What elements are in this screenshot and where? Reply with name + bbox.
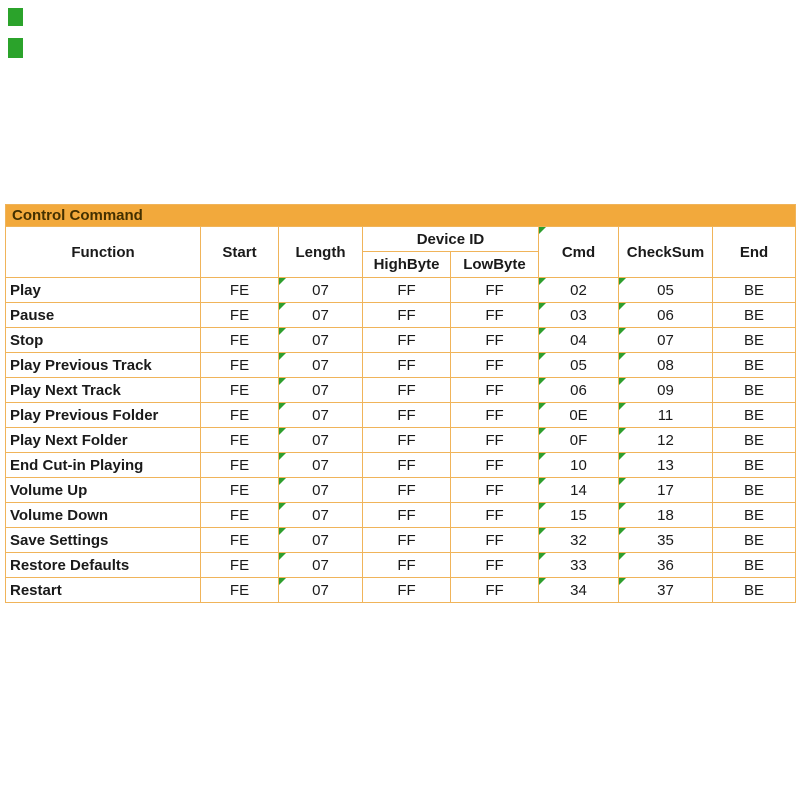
- checksum-cell: 36: [619, 553, 713, 578]
- green-square-marker: [8, 38, 23, 58]
- end-cell: BE: [713, 478, 796, 503]
- stored-as-text-marker-icon: [539, 353, 546, 360]
- stored-as-text-marker-icon: [539, 227, 546, 234]
- cmd-cell: 0F: [539, 428, 619, 453]
- header-start: Start: [201, 227, 279, 278]
- start-cell: FE: [201, 278, 279, 303]
- table-row: [6, 403, 796, 428]
- length-cell: 07: [279, 553, 363, 578]
- length-cell: 07: [279, 428, 363, 453]
- stored-as-text-marker-icon: [619, 503, 626, 510]
- green-square-marker: [8, 8, 23, 26]
- table-row: [6, 303, 796, 328]
- end-cell: BE: [713, 303, 796, 328]
- function-cell: Play: [6, 278, 201, 303]
- cmd-cell: 10: [539, 453, 619, 478]
- table-title-row: [6, 205, 796, 227]
- header-highbyte: HighByte: [363, 252, 451, 278]
- length-cell: 07: [279, 403, 363, 428]
- lowbyte-cell: FF: [451, 503, 539, 528]
- stored-as-text-marker-icon: [539, 328, 546, 335]
- length-cell: 07: [279, 503, 363, 528]
- stored-as-text-marker-icon: [619, 428, 626, 435]
- stored-as-text-marker-icon: [279, 478, 286, 485]
- checksum-cell: 05: [619, 278, 713, 303]
- length-cell: 07: [279, 378, 363, 403]
- stored-as-text-marker-icon: [619, 353, 626, 360]
- highbyte-cell: FF: [363, 278, 451, 303]
- end-cell: BE: [713, 528, 796, 553]
- highbyte-cell: FF: [363, 528, 451, 553]
- cmd-cell: 06: [539, 378, 619, 403]
- header-function: Function: [6, 227, 201, 278]
- header-length: Length: [279, 227, 363, 278]
- stored-as-text-marker-icon: [279, 403, 286, 410]
- lowbyte-cell: FF: [451, 578, 539, 603]
- stored-as-text-marker-icon: [619, 303, 626, 310]
- highbyte-cell: FF: [363, 303, 451, 328]
- lowbyte-cell: FF: [451, 553, 539, 578]
- end-cell: BE: [713, 428, 796, 453]
- stored-as-text-marker-icon: [539, 453, 546, 460]
- stored-as-text-marker-icon: [279, 278, 286, 285]
- length-cell: 07: [279, 353, 363, 378]
- stored-as-text-marker-icon: [539, 478, 546, 485]
- checksum-cell: 11: [619, 403, 713, 428]
- stored-as-text-marker-icon: [539, 578, 546, 585]
- stored-as-text-marker-icon: [539, 503, 546, 510]
- lowbyte-cell: FF: [451, 303, 539, 328]
- lowbyte-cell: FF: [451, 328, 539, 353]
- stored-as-text-marker-icon: [279, 428, 286, 435]
- table-row: [6, 453, 796, 478]
- start-cell: FE: [201, 578, 279, 603]
- cmd-cell: 32: [539, 528, 619, 553]
- function-cell: Restart: [6, 578, 201, 603]
- table-row: [6, 503, 796, 528]
- lowbyte-cell: FF: [451, 528, 539, 553]
- checksum-cell: 18: [619, 503, 713, 528]
- table-row: [6, 428, 796, 453]
- stored-as-text-marker-icon: [279, 378, 286, 385]
- highbyte-cell: FF: [363, 328, 451, 353]
- lowbyte-cell: FF: [451, 478, 539, 503]
- cmd-cell: 15: [539, 503, 619, 528]
- checksum-cell: 17: [619, 478, 713, 503]
- header-checksum: CheckSum: [619, 227, 713, 278]
- stored-as-text-marker-icon: [539, 303, 546, 310]
- end-cell: BE: [713, 453, 796, 478]
- stored-as-text-marker-icon: [619, 378, 626, 385]
- stored-as-text-marker-icon: [279, 353, 286, 360]
- end-cell: BE: [713, 328, 796, 353]
- stored-as-text-marker-icon: [619, 478, 626, 485]
- stored-as-text-marker-icon: [539, 278, 546, 285]
- stored-as-text-marker-icon: [619, 453, 626, 460]
- table-row: [6, 278, 796, 303]
- start-cell: FE: [201, 378, 279, 403]
- stored-as-text-marker-icon: [279, 328, 286, 335]
- table-row: [6, 353, 796, 378]
- lowbyte-cell: FF: [451, 353, 539, 378]
- header-cmd-label: Cmd: [561, 243, 596, 261]
- length-cell: 07: [279, 303, 363, 328]
- stored-as-text-marker-icon: [279, 528, 286, 535]
- highbyte-cell: FF: [363, 478, 451, 503]
- function-cell: Volume Up: [6, 478, 201, 503]
- stored-as-text-marker-icon: [619, 578, 626, 585]
- length-cell: 07: [279, 478, 363, 503]
- start-cell: FE: [201, 553, 279, 578]
- stored-as-text-marker-icon: [279, 503, 286, 510]
- end-cell: BE: [713, 503, 796, 528]
- stored-as-text-marker-icon: [539, 553, 546, 560]
- cmd-cell: 03: [539, 303, 619, 328]
- highbyte-cell: FF: [363, 503, 451, 528]
- end-cell: BE: [713, 403, 796, 428]
- end-cell: BE: [713, 578, 796, 603]
- checksum-cell: 12: [619, 428, 713, 453]
- stored-as-text-marker-icon: [539, 428, 546, 435]
- checksum-cell: 09: [619, 378, 713, 403]
- start-cell: FE: [201, 528, 279, 553]
- highbyte-cell: FF: [363, 428, 451, 453]
- header-cmd: [539, 227, 619, 278]
- length-cell: 07: [279, 278, 363, 303]
- start-cell: FE: [201, 353, 279, 378]
- table-row: [6, 378, 796, 403]
- table-row: [6, 328, 796, 353]
- cmd-cell: 0E: [539, 403, 619, 428]
- table-row: [6, 553, 796, 578]
- checksum-cell: 13: [619, 453, 713, 478]
- highbyte-cell: FF: [363, 403, 451, 428]
- length-cell: 07: [279, 528, 363, 553]
- table-body: [6, 278, 796, 603]
- function-cell: Restore Defaults: [6, 553, 201, 578]
- function-cell: Volume Down: [6, 503, 201, 528]
- start-cell: FE: [201, 403, 279, 428]
- stored-as-text-marker-icon: [619, 553, 626, 560]
- start-cell: FE: [201, 428, 279, 453]
- stored-as-text-marker-icon: [619, 528, 626, 535]
- table-row: [6, 578, 796, 603]
- stored-as-text-marker-icon: [539, 528, 546, 535]
- start-cell: FE: [201, 453, 279, 478]
- highbyte-cell: FF: [363, 578, 451, 603]
- start-cell: FE: [201, 478, 279, 503]
- function-cell: Play Next Folder: [6, 428, 201, 453]
- function-cell: Play Previous Track: [6, 353, 201, 378]
- cmd-cell: 14: [539, 478, 619, 503]
- highbyte-cell: FF: [363, 353, 451, 378]
- table-row: [6, 478, 796, 503]
- function-cell: Pause: [6, 303, 201, 328]
- stored-as-text-marker-icon: [279, 553, 286, 560]
- stored-as-text-marker-icon: [279, 453, 286, 460]
- lowbyte-cell: FF: [451, 278, 539, 303]
- length-cell: 07: [279, 453, 363, 478]
- stored-as-text-marker-icon: [539, 378, 546, 385]
- header-lowbyte: LowByte: [451, 252, 539, 278]
- header-device-id: Device ID: [363, 227, 539, 252]
- highbyte-cell: FF: [363, 378, 451, 403]
- checksum-cell: 37: [619, 578, 713, 603]
- function-cell: Play Next Track: [6, 378, 201, 403]
- cmd-cell: 02: [539, 278, 619, 303]
- highbyte-cell: FF: [363, 453, 451, 478]
- highbyte-cell: FF: [363, 553, 451, 578]
- lowbyte-cell: FF: [451, 428, 539, 453]
- length-cell: 07: [279, 578, 363, 603]
- table-row: [6, 528, 796, 553]
- header-end: End: [713, 227, 796, 278]
- stored-as-text-marker-icon: [539, 403, 546, 410]
- stored-as-text-marker-icon: [619, 328, 626, 335]
- cmd-cell: 34: [539, 578, 619, 603]
- function-cell: Stop: [6, 328, 201, 353]
- lowbyte-cell: FF: [451, 453, 539, 478]
- checksum-cell: 08: [619, 353, 713, 378]
- start-cell: FE: [201, 328, 279, 353]
- length-cell: 07: [279, 328, 363, 353]
- checksum-cell: 35: [619, 528, 713, 553]
- cmd-cell: 33: [539, 553, 619, 578]
- stored-as-text-marker-icon: [619, 278, 626, 285]
- stored-as-text-marker-icon: [279, 303, 286, 310]
- end-cell: BE: [713, 378, 796, 403]
- start-cell: FE: [201, 303, 279, 328]
- function-cell: Save Settings: [6, 528, 201, 553]
- cmd-cell: 04: [539, 328, 619, 353]
- table-title: Control Command: [6, 205, 796, 227]
- header-row-1: [6, 227, 796, 252]
- function-cell: End Cut-in Playing: [6, 453, 201, 478]
- checksum-cell: 07: [619, 328, 713, 353]
- control-command-table: [5, 204, 796, 603]
- end-cell: BE: [713, 353, 796, 378]
- stored-as-text-marker-icon: [619, 403, 626, 410]
- start-cell: FE: [201, 503, 279, 528]
- checksum-cell: 06: [619, 303, 713, 328]
- end-cell: BE: [713, 278, 796, 303]
- lowbyte-cell: FF: [451, 378, 539, 403]
- lowbyte-cell: FF: [451, 403, 539, 428]
- function-cell: Play Previous Folder: [6, 403, 201, 428]
- stored-as-text-marker-icon: [279, 578, 286, 585]
- end-cell: BE: [713, 553, 796, 578]
- cmd-cell: 05: [539, 353, 619, 378]
